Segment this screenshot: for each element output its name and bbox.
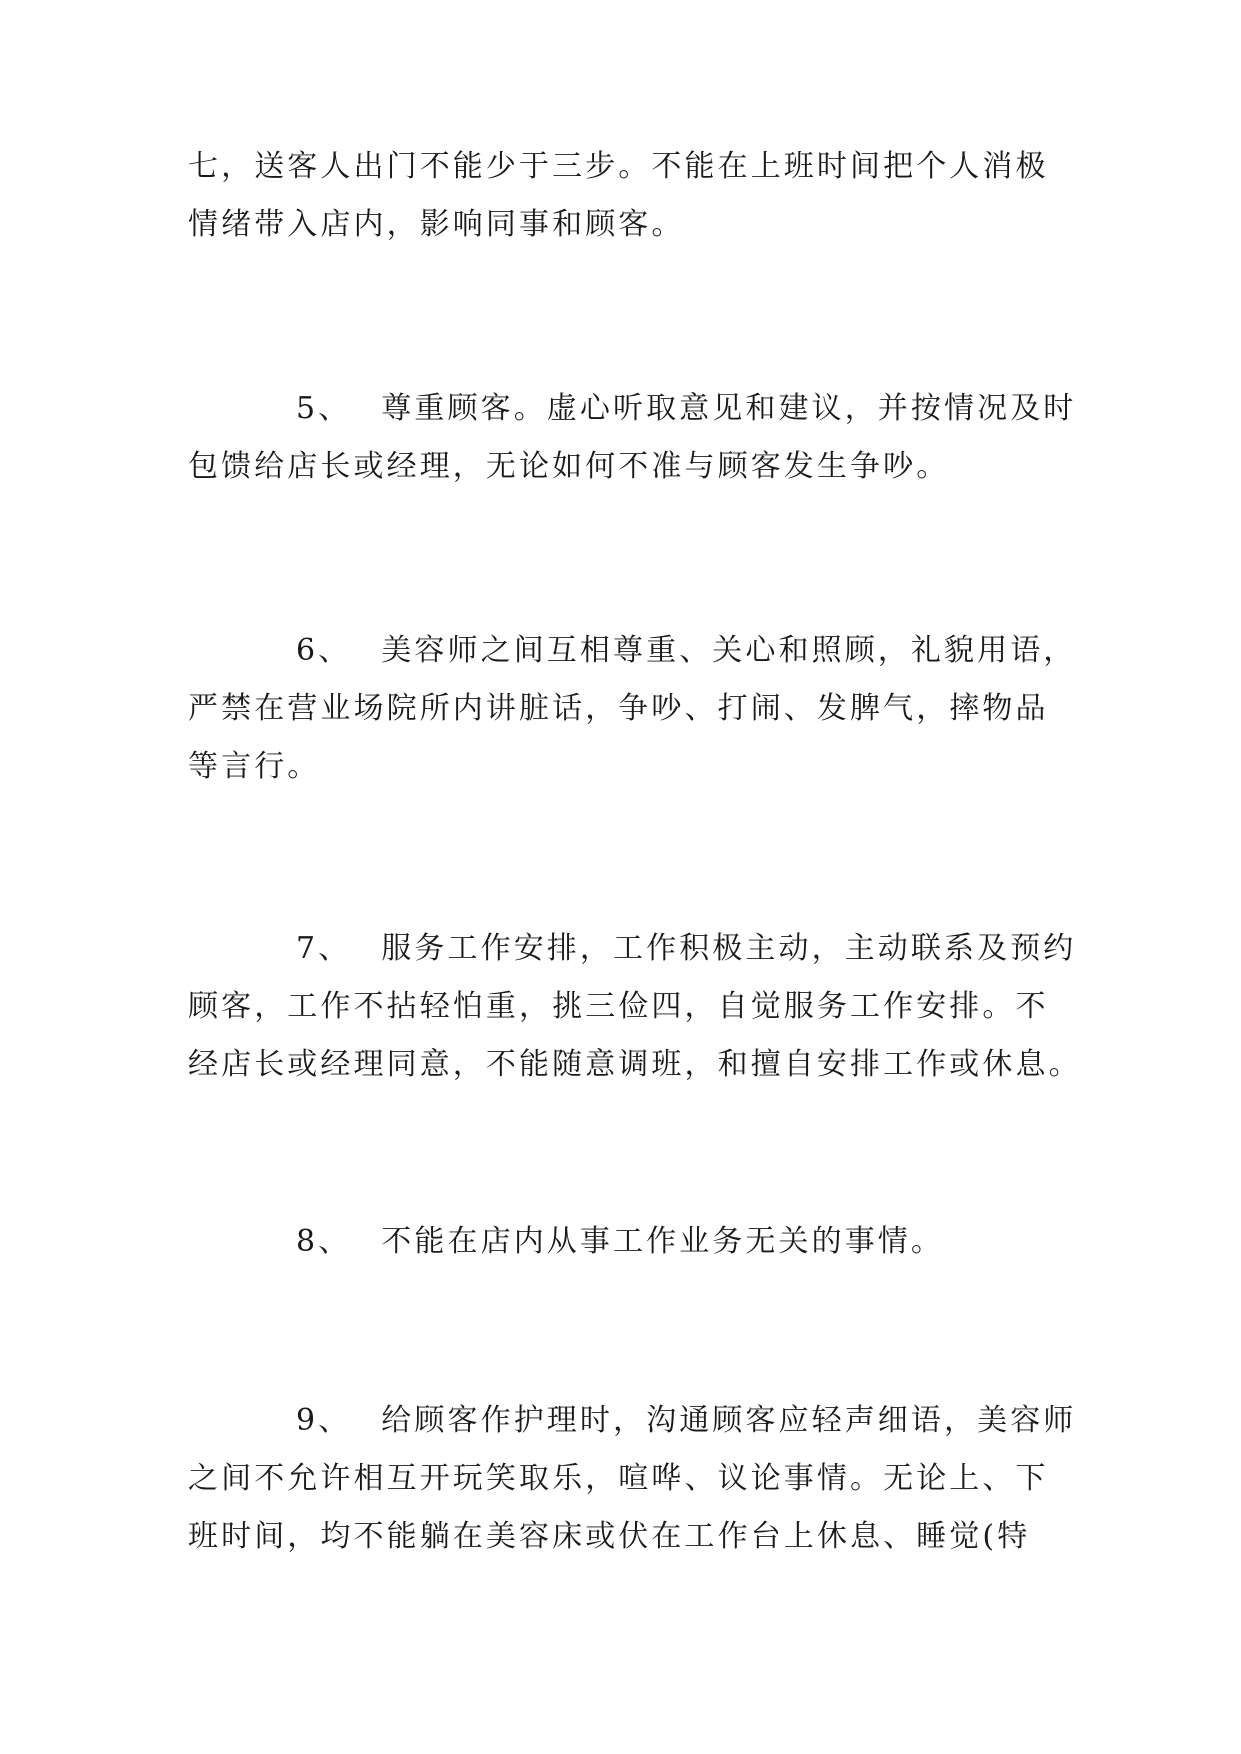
paragraph-line: 包馈给店长或经理，无论如何不准与顾客发生争吵。 [188,449,950,484]
item-number: 8、 [296,1224,352,1259]
paragraph-item-7 [188,920,1082,1094]
paragraph-7-continued [188,138,1058,254]
paragraph-line: 之间不允许相互开玩笑取乐，喧哗、议论事情。无论上、下 [188,1461,1049,1496]
item-text: 尊重顾客。虚心听取意见和建议，并按情况及时 [381,391,1077,426]
paragraph-line: 等言行。 [188,749,321,784]
item-text: 美容师之间互相尊重、关心和照顾，礼貌用语， [381,633,1077,668]
paragraph-item-6 [188,622,1077,796]
item-number: 6、 [296,633,352,668]
paragraph-line: 班时间，均不能躺在美容床或伏在工作台上休息、睡觉(特 [188,1519,1031,1554]
paragraph-line: 严禁在营业场院所内讲脏话，争吵、打闹、发脾气，摔物品 [188,691,1049,726]
item-number: 7、 [296,931,352,966]
paragraph-line: 经店长或经理同意，不能随意调班，和擅自安排工作或休息。 [188,1047,1082,1082]
paragraph-first-line [188,1213,1058,1271]
paragraph-item-5 [188,380,1077,496]
paragraph-first-line [188,622,1077,680]
paragraph-first-line [188,920,1077,978]
paragraph-first-line [188,1392,1077,1450]
item-text: 不能在店内从事工作业务无关的事情。 [381,1224,944,1259]
paragraph-item-9 [188,1392,1077,1566]
paragraph-line: 情绪带入店内，影响同事和顾客。 [188,207,685,242]
item-text: 给顾客作护理时，沟通顾客应轻声细语，美容师 [381,1403,1077,1438]
paragraph-line: 七，送客人出门不能少于三步。不能在上班时间把个人消极 [188,149,1049,184]
item-number: 5、 [296,391,352,426]
item-text: 服务工作安排，工作积极主动，主动联系及预约 [381,931,1077,966]
paragraph-item-8 [188,1213,1058,1271]
paragraph-first-line [188,380,1077,438]
item-number: 9、 [296,1403,352,1438]
paragraph-line: 顾客，工作不拈轻怕重，挑三俭四，自觉服务工作安排。不 [188,989,1049,1024]
